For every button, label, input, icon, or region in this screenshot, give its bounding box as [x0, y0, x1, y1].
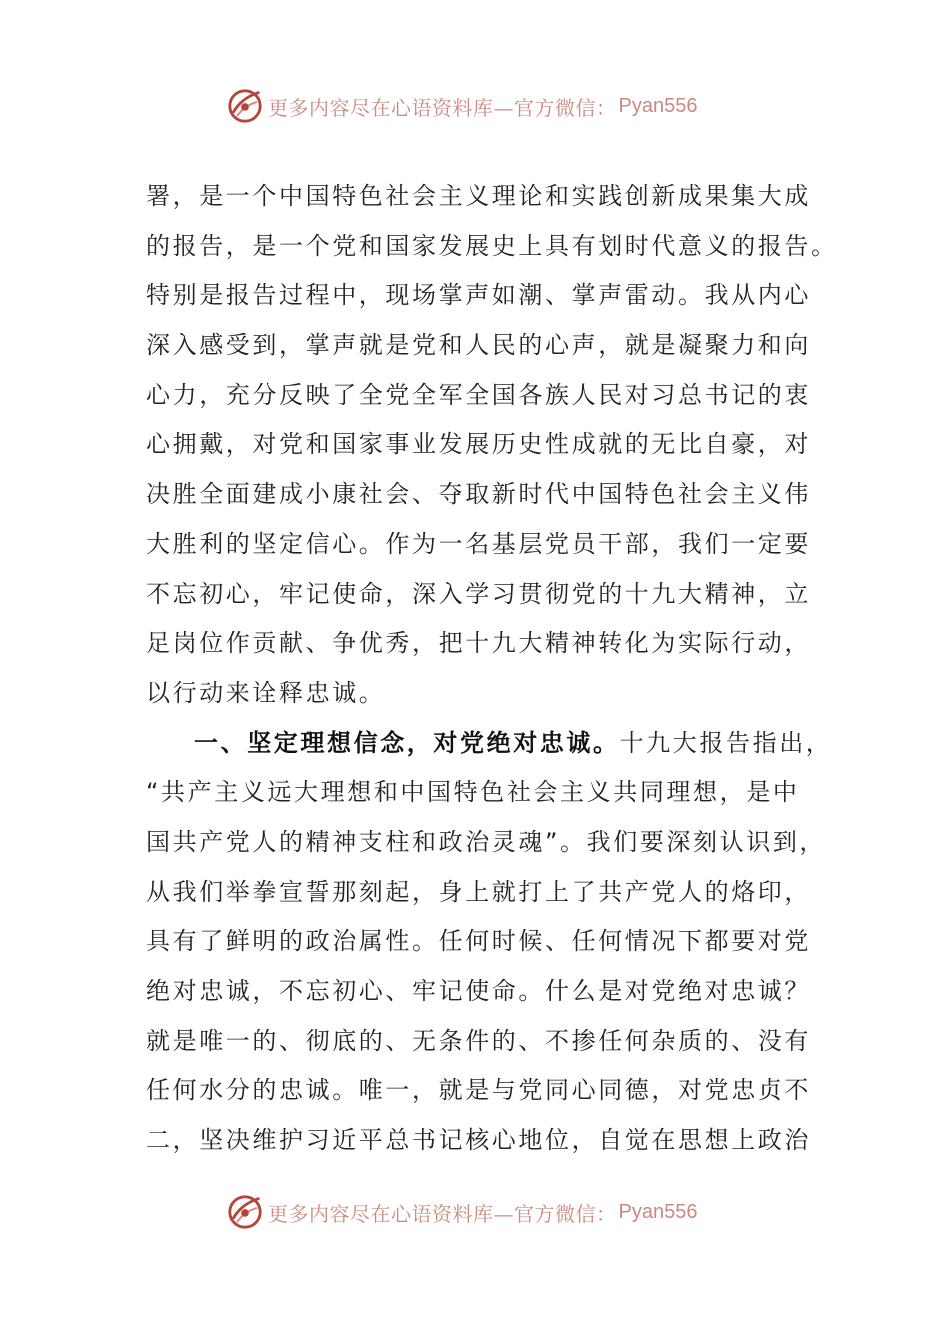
text-line: 二，坚决维护习近平总书记核心地位，自觉在思想上政治 — [146, 1126, 811, 1155]
text-line: 不忘初心，牢记使命，深入学习贯彻党的十九大精神，立 — [146, 579, 811, 608]
text-line: 国共产党人的精神支柱和政治灵魂”。我们要深刻认识到， — [146, 827, 827, 856]
text-line: 心拥戴，对党和国家事业发展历史性成就的无比自豪，对 — [146, 430, 811, 459]
section-heading: 一、坚定理想信念，对党绝对忠诚。 — [194, 728, 620, 757]
footer-banner — [226, 1192, 697, 1232]
section-first-line-rest: 十九大报告指出， — [619, 728, 833, 757]
text-line: 以行动来诠释忠诚。 — [146, 678, 386, 707]
banner-text: 更多内容尽在心语资料库—官方微信： — [268, 1201, 617, 1226]
text-line: 深入感受到，掌声就是党和人民的心声，就是凝聚力和向 — [146, 331, 811, 360]
banner-wechat-id: Pyan556 — [618, 94, 698, 117]
text-line: 从我们举拳宣誓那刻起，身上就打上了共产党人的烙印， — [146, 877, 811, 906]
section-first-line — [146, 719, 833, 769]
text-line: 就是唯一的、彻底的、无条件的、不掺任何杂质的、没有 — [146, 1026, 811, 1055]
text-line: 足岗位作贡献、争优秀，把十九大精神转化为实际行动， — [146, 629, 811, 658]
text-line: 决胜全面建成小康社会、夺取新时代中国特色社会主义伟 — [146, 480, 811, 509]
text-line: 的报告，是一个党和国家发展史上具有划时代意义的报告。 — [146, 231, 838, 260]
seal-logo-icon — [226, 87, 264, 125]
text-line: 任何水分的忠诚。唯一，就是与党同心同德，对党忠贞不 — [146, 1076, 811, 1105]
header-banner — [226, 86, 697, 126]
document-body — [146, 172, 838, 1166]
text-line: 绝对忠诚，不忘初心、牢记使命。什么是对党绝对忠诚？ — [146, 977, 811, 1005]
banner-text: 更多内容尽在心语资料库—官方微信： — [268, 95, 617, 120]
seal-logo-icon — [226, 1193, 264, 1231]
text-line: “共产主义远大理想和中国特色社会主义共同理想，是中 — [146, 778, 800, 807]
text-line: 大胜利的坚定信心。作为一名基层党员干部，我们一定要 — [146, 529, 811, 558]
text-line: 特别是报告过程中，现场掌声如潮、掌声雷动。我从内心 — [146, 281, 811, 310]
banner-wechat-id: Pyan556 — [618, 1200, 698, 1223]
text-line: 心力，充分反映了全党全军全国各族人民对习总书记的衷 — [146, 380, 811, 409]
text-line: 署，是一个中国特色社会主义理论和实践创新成果集大成 — [146, 182, 811, 210]
text-line: 具有了鲜明的政治属性。任何时候、任何情况下都要对党 — [146, 927, 811, 956]
